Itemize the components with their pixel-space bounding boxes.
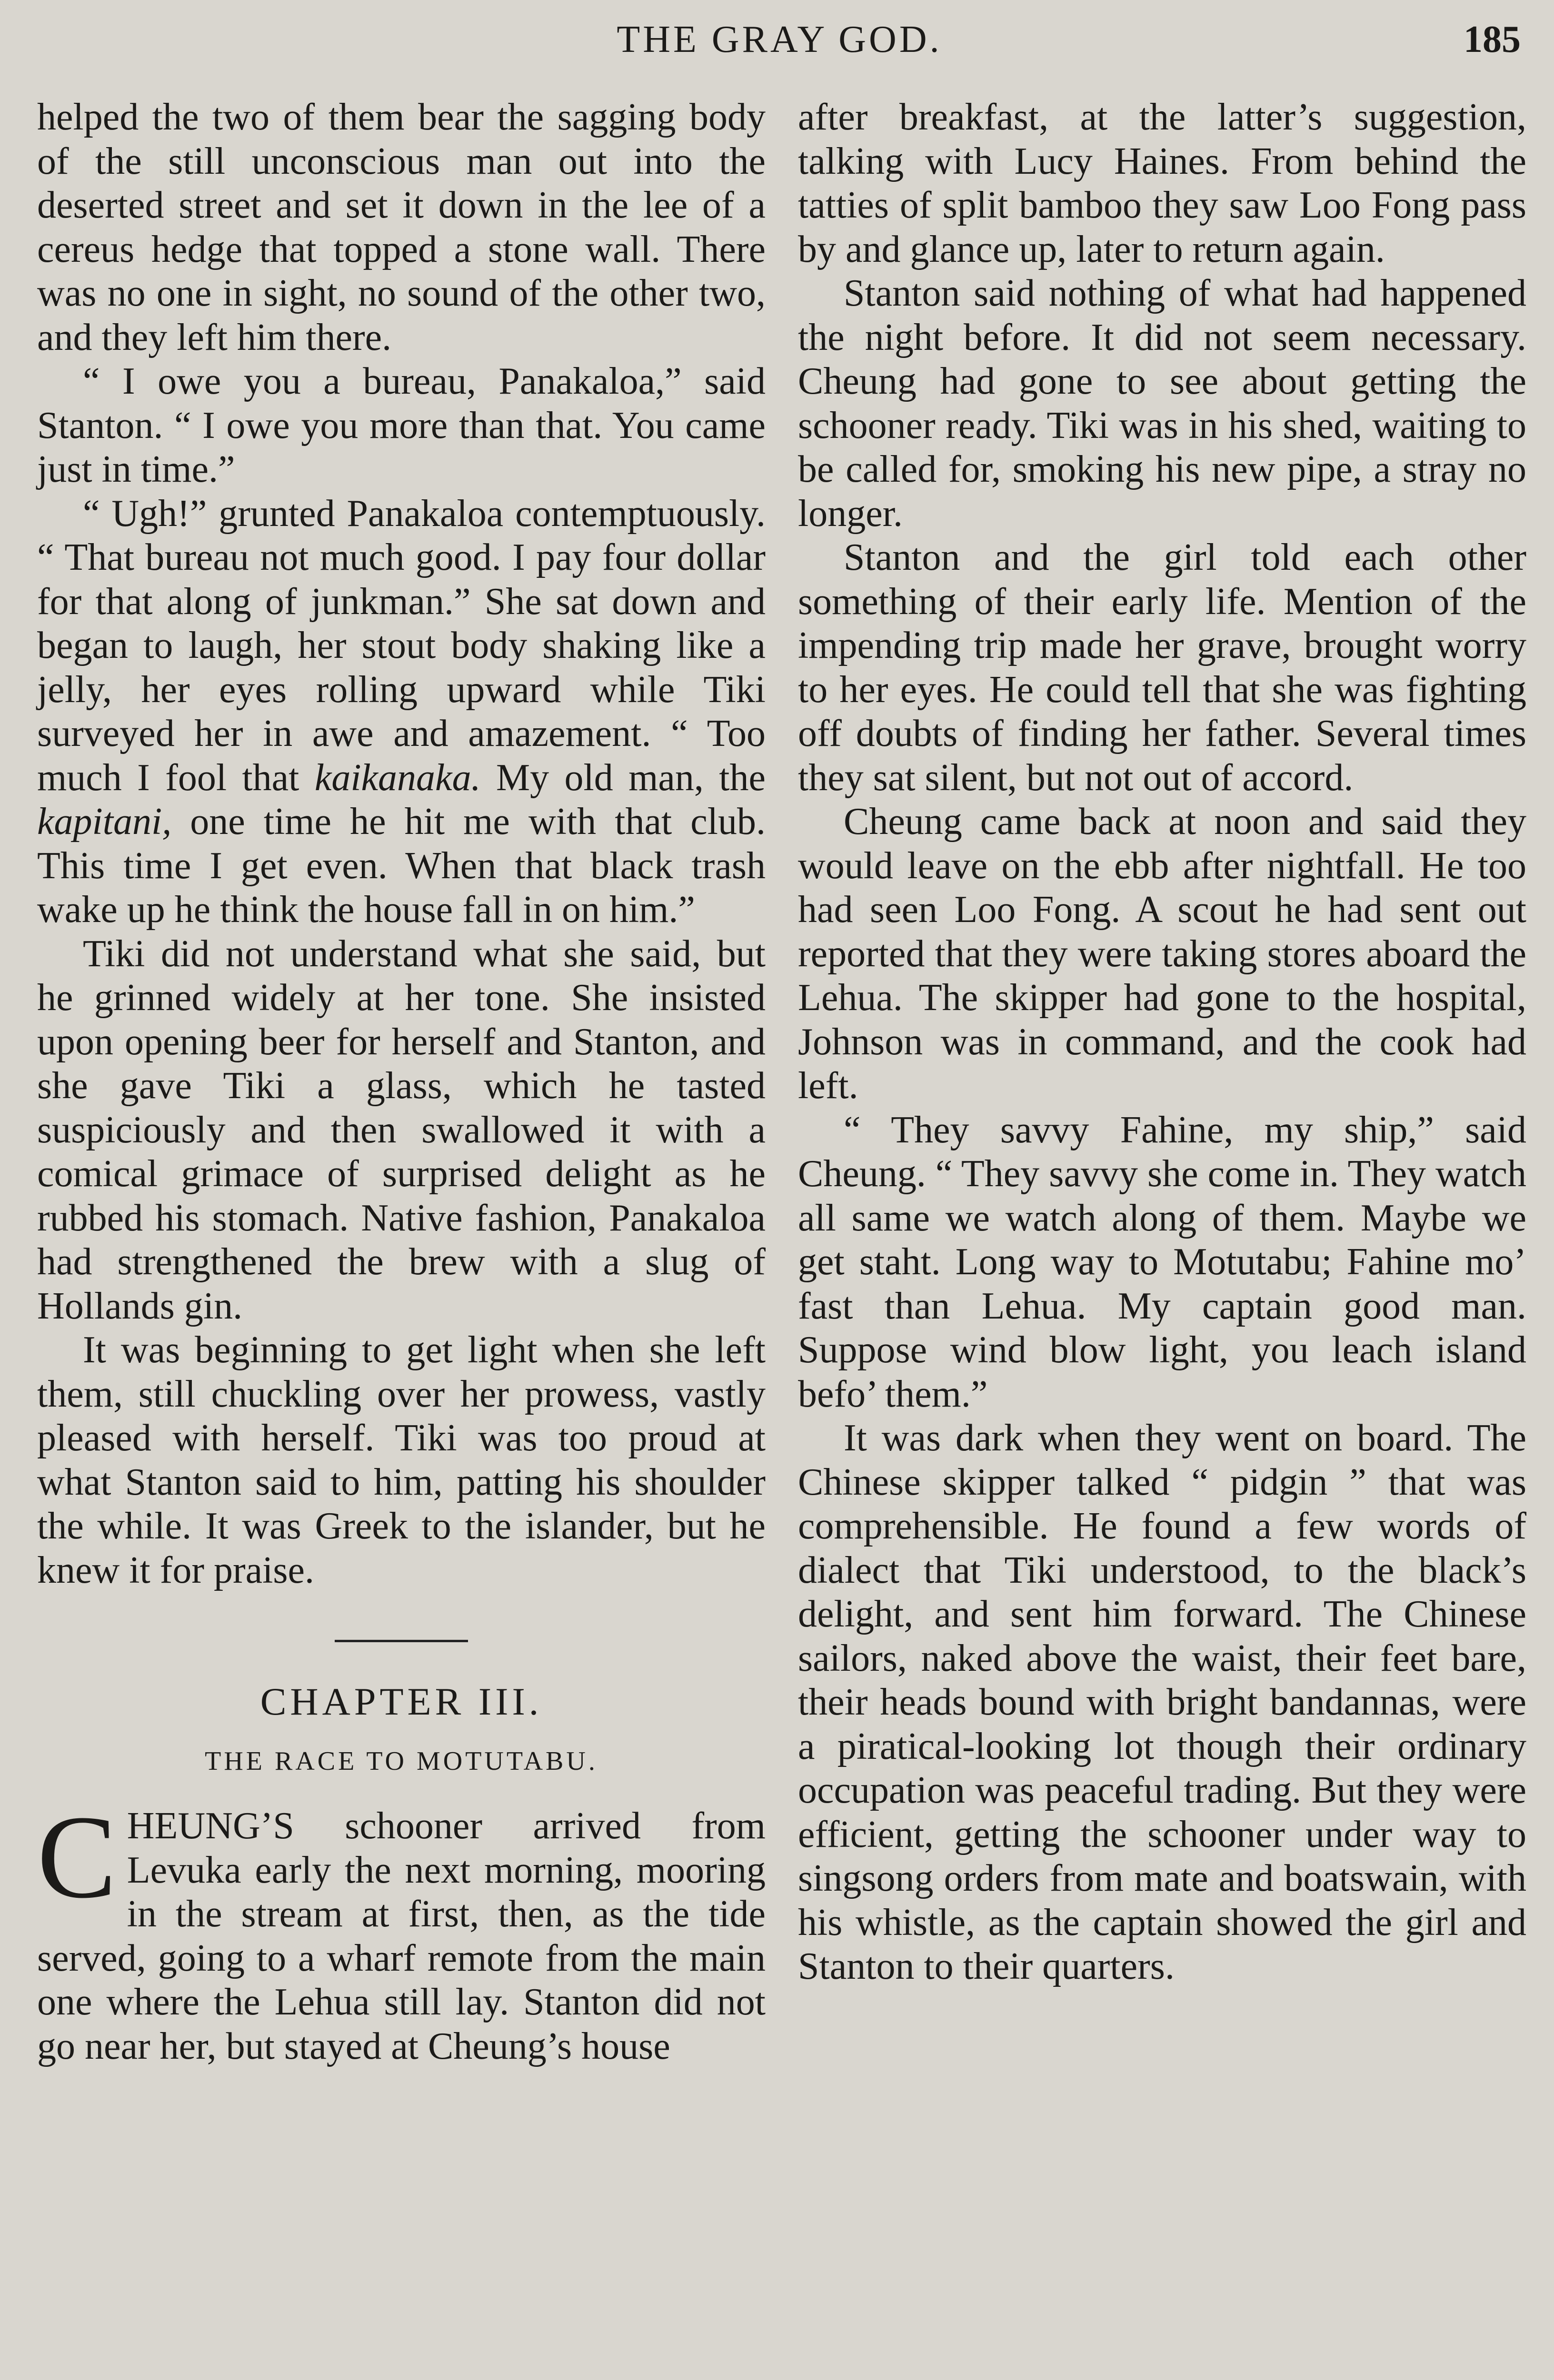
paragraph [37,492,766,932]
paragraph: It was dark when they went on board. The Chinese skipper talked “ pidgin ” that was comprehensible. He found a few words of dialect that Tiki understood, to the black’s delight, and sent him forward. The Chinese sailors, naked above the waist, their feet bare, their heads bound with bright bandannas, were a piratical-looking lot though their ordinary occupation was peaceful trading. But they were efficient, getting the schooner under way to singsong orders from mate and boatswain, with his whistle, as the captain showed the girl and Stanton to their quarters. [798,1417,1526,1987]
running-title: THE GRAY GOD. [617,19,942,60]
running-head [38,10,1521,67]
paragraph: helped the two of them bear the sagging body of the still unconscious man out into the deserted street and set it down in the lee of a cereus hedge that topped a stone wall. There was no one in sight, no sound of the other two, and they left him there. [37,96,766,358]
left-column [37,95,766,2068]
drop-cap: C [37,1791,117,1923]
page-number: 185 [1464,19,1521,60]
chapter-opening [37,1791,766,2068]
paragraph: It was beginning to get light when she left them, still chuckling over her prowess, vastly pleased with herself. Tiki was too proud at what Stanton said to him, patting his shoulder the while. It was Greek to the islander, but he knew it for praise. [37,1329,766,1591]
paragraph: “ I owe you a bureau, Panakaloa,” said Stanton. “ I owe you more than that. You came just in time.” [37,360,766,490]
paragraph-text: one time he hit me with that club. This time I get even. When that black trash wake up he think the house fall in on him.” [37,801,766,931]
italic-word: kapitani, [37,801,172,843]
paragraph: Tiki did not understand what she said, but he grinned widely at her tone. She insisted upon opening beer for herself and Stanton, and she gave Tiki a glass, which he tasted suspiciously and then swallowed it with a comical grimace of surprised delight as he rubbed his stomach. Native fashion, Panakaloa had strengthened the brew with a slug of Hollands gin. [37,932,766,1327]
chapter-subtitle: THE RACE TO MOTUTABU. [205,1746,598,1776]
right-column [798,95,1526,1989]
chapter-title: CHAPTER III. [260,1680,543,1723]
paragraph: after breakfast, at the latter’s suggestion, talking with Lucy Haines. From behind the tatties of split bamboo they saw Loo Fong pass by and glance up, later to return again. [798,96,1526,270]
paragraph: Stanton and the girl told each other something of their early life. Mention of the impending trip made her grave, brought worry to her eyes. He could tell that she was fighting off doubts of finding her father. Several times they sat silent, but not out of accord. [798,536,1526,799]
paragraph-text: My old man, the [480,756,766,799]
paragraph: “ They savvy Fahine, my ship,” said Cheung. “ They savvy she come in. They watch all same we watch along of them. Maybe we get staht. Long way to Motutabu; Fahine mo’ fast than Lehua. My captain good man. Suppose wind blow light, you leach island befo’ them.” [798,1109,1526,1415]
section-divider [335,1640,468,1642]
paragraph: Stanton said nothing of what had happened the night before. It did not seem necessary. Cheung had gone to see about getting the schooner ready. Tiki was in his shed, waiting to be called for, smoking his new pipe, a stray no longer. [798,272,1526,535]
paragraph-text: “ Ugh!” grunted Panakaloa contemptuously. “ That bureau not much good. I pay four dollar for that along of junkman.” She sat down and began to laugh, her stout body shaking like a jelly, her eyes rolling upward while Tiki surveyed her in awe and amazement. “ Too much I fool that [37,492,766,799]
paragraph: HEUNG’S schooner arrived from Levuka early the next morning, mooring in the stream at first, then, as the tide served, going to a wharf remote from the main one where the Lehua still lay. Stanton did not go near her, but stayed at Cheung’s house [37,1805,766,2067]
italic-word: kaikanaka. [314,756,481,799]
paragraph: Cheung came back at noon and said they would leave on the ebb after nightfall. He too had seen Loo Fong. A scout he had sent out reported that they were taking stores aboard the Lehua. The skipper had gone to the hospital, Johnson was in command, and the cook had left. [798,801,1526,1107]
